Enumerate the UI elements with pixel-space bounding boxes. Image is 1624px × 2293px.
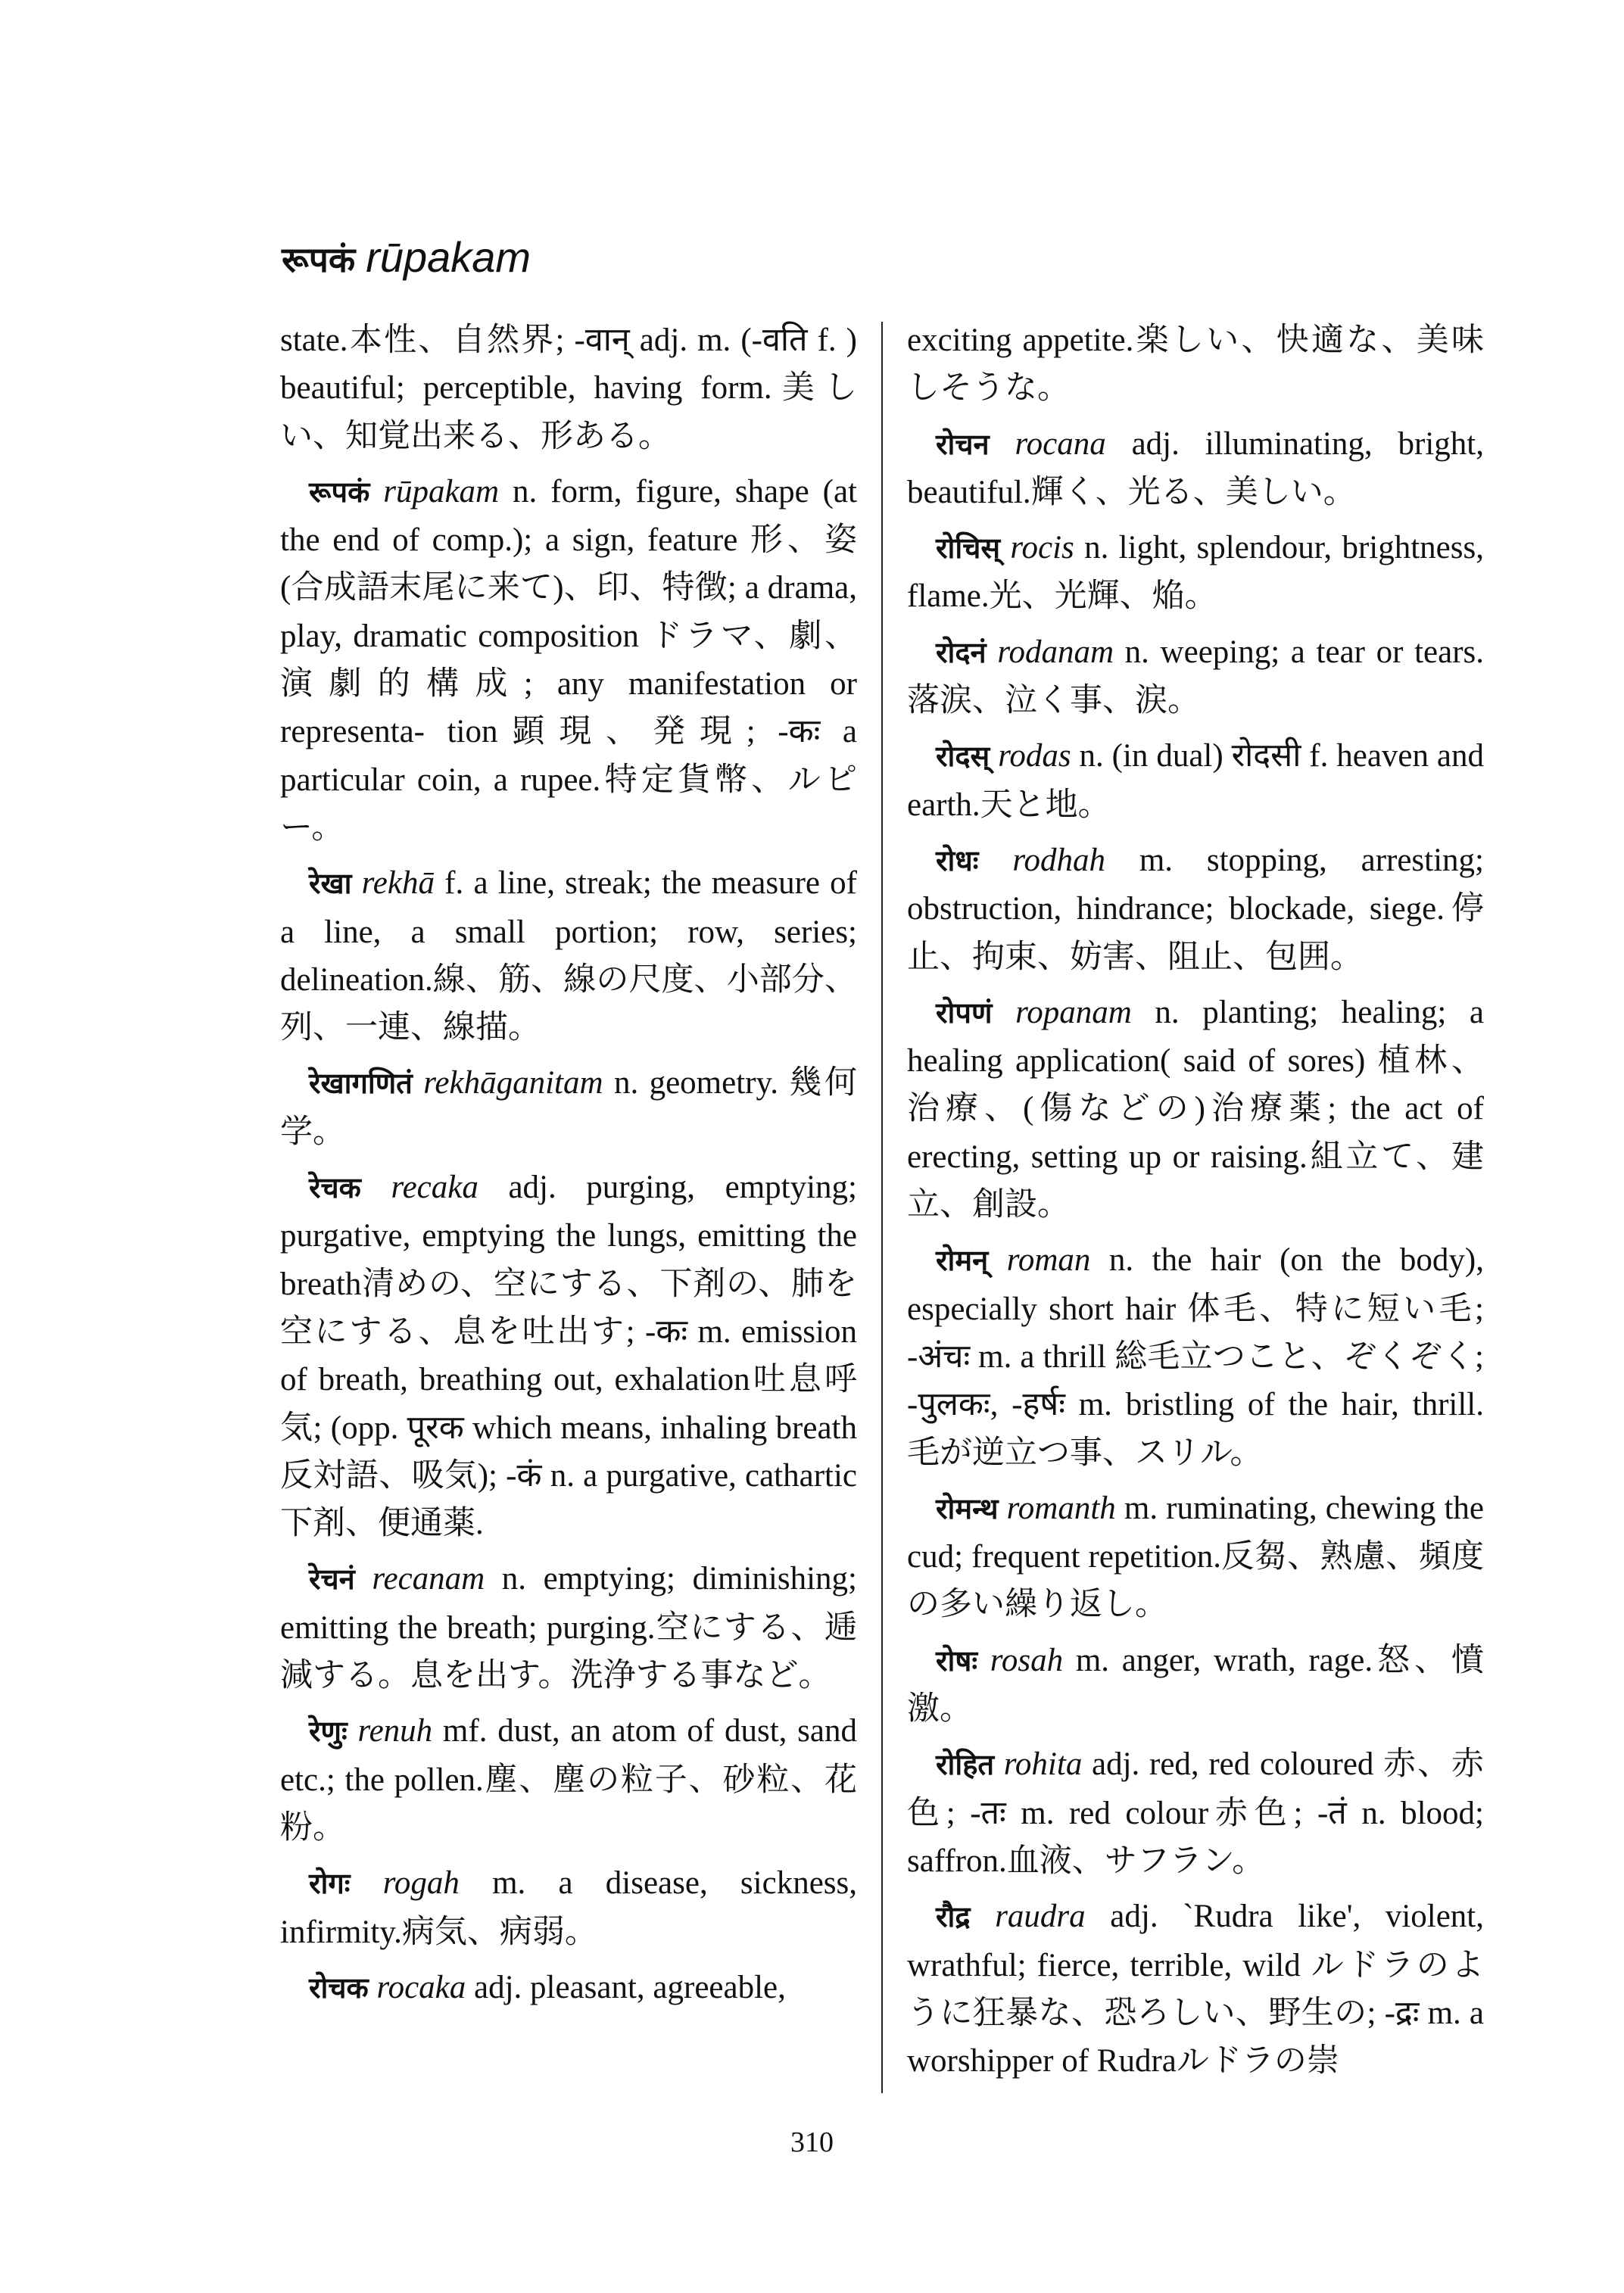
dictionary-entry xyxy=(907,837,1484,981)
entry-definition: adj. `Rudra like', violent, wrathful; fierce, terrible, wild ルドラのように狂暴な、恐ろしい、野生の; -द्रः m. a worshipper of Rudraルドラの崇 xyxy=(907,1899,1484,2080)
entry-definition: adj. pleasant, agreeable, xyxy=(466,1969,786,2005)
running-head xyxy=(282,233,531,281)
entry-definition: n. light, splendour, brightness, flame.光、光輝、焔。 xyxy=(907,530,1484,615)
dictionary-entry xyxy=(280,316,857,460)
entry-definition: m. stopping, arresting; obstruction, hindrance; blockade, siege.停止、拘束、妨害、阻止、包囲。 xyxy=(907,842,1485,975)
entry-definition: mf. dust, an atom of dust, sand etc.; the pollen.塵、塵の粒子、砂粒、花粉。 xyxy=(280,1713,857,1846)
entry-headword: रोपणं xyxy=(936,995,993,1030)
entry-headword: रोदनं xyxy=(936,635,987,669)
dictionary-entry xyxy=(907,732,1484,829)
entry-definition: m. anger, wrath, rage.怒、憤激。 xyxy=(907,1642,1484,1728)
dictionary-entry xyxy=(907,1893,1484,2085)
entry-headword: रोचिस् xyxy=(936,531,1001,565)
entry-transliteration: rosah xyxy=(990,1642,1064,1678)
entry-headword: रेचक xyxy=(309,1171,361,1205)
dictionary-entry xyxy=(280,1059,857,1156)
entry-transliteration: renuh xyxy=(357,1713,433,1749)
entry-transliteration: roman xyxy=(1006,1242,1091,1279)
dictionary-entry xyxy=(280,1555,857,1699)
entry-transliteration: recaka xyxy=(391,1170,478,1206)
dictionary-entry xyxy=(280,1859,857,1956)
entry-definition: n. (in dual) रोदसी f. heaven and earth.天と地。 xyxy=(907,738,1485,823)
entry-headword: रेखा xyxy=(309,867,352,901)
entry-definition: m. a disease, sickness, infirmity.病気、病弱。 xyxy=(280,1865,858,1950)
running-head-devanagari: रूपकं xyxy=(282,239,356,280)
entry-transliteration: rūpakam xyxy=(383,473,500,509)
entry-definition: adj. purging, emptying; purgative, emptying the lungs, emitting the breath清めの、空にする、下剤の、肺を空にする、息を吐出す; -कः m. emission of breath, breathing out, exhalation吐息呼気; (opp. पूरक which means, inhaling breath 反対語、吸気); -कं n. a purgative, cathartic下剤、便通薬. xyxy=(280,1170,857,1542)
entry-transliteration: raudra xyxy=(995,1899,1086,1935)
dictionary-entry xyxy=(280,1707,857,1852)
dictionary-entry xyxy=(907,628,1484,725)
dictionary-entry xyxy=(280,468,857,852)
page-number: 310 xyxy=(790,2126,834,2158)
right-column xyxy=(907,316,1484,2092)
dictionary-entry xyxy=(907,316,1484,413)
entry-headword: रोदस् xyxy=(936,740,990,774)
dictionary-entry xyxy=(907,989,1484,1229)
entry-definition: n. geometry. 幾何学。 xyxy=(280,1065,858,1150)
entry-transliteration: rohita xyxy=(1003,1746,1083,1783)
entry-headword: रोमन्थ xyxy=(936,1491,999,1525)
entry-definition: n. emptying; diminishing; emitting the breath; purging.空にする、逓減する。息を出す。洗浄する事など。 xyxy=(280,1561,857,1694)
entry-definition: n. weeping; a tear or tears.落涙、泣く事、涙。 xyxy=(907,634,1485,719)
entry-headword: रोमन् xyxy=(936,1244,989,1278)
entry-definition: adj. red, red coloured 赤、赤色; -तः m. red colour赤色; -तं n. blood; saffron.血液、サフラン。 xyxy=(907,1746,1485,1879)
dictionary-entry xyxy=(907,1485,1484,1629)
dictionary-entry xyxy=(907,1236,1484,1476)
entry-transliteration: rodhah xyxy=(1012,842,1105,878)
entry-headword: रोषः xyxy=(936,1643,978,1678)
entry-headword: रोधः xyxy=(936,843,979,877)
entry-definition: exciting appetite.楽しい、快適な、美味しそうな。 xyxy=(907,322,1484,407)
entry-transliteration: rocis xyxy=(1010,530,1074,566)
entry-transliteration: rogah xyxy=(382,1865,460,1902)
dictionary-entry xyxy=(907,420,1484,517)
dictionary-entry xyxy=(280,1164,857,1547)
entry-headword: रोहित xyxy=(936,1748,995,1782)
entry-headword: रेणुः xyxy=(309,1715,348,1749)
dictionary-entry xyxy=(280,1964,857,2012)
dictionary-entry xyxy=(280,859,857,1051)
entry-transliteration: romanth xyxy=(1006,1490,1116,1526)
entry-transliteration: rodanam xyxy=(997,634,1114,670)
entry-headword: रेखागणितं xyxy=(309,1067,413,1101)
entry-transliteration: recanam xyxy=(372,1561,485,1597)
entry-headword: रोगः xyxy=(309,1867,351,1901)
left-column xyxy=(280,316,857,2020)
entry-headword: रौद्र xyxy=(936,1900,971,1934)
entry-definition: m. ruminating, chewing the cud; frequent repetition.反芻、熟慮、頻度の多い繰り返し。 xyxy=(907,1490,1484,1623)
entry-transliteration: ropanam xyxy=(1015,994,1132,1030)
entry-definition: state.本性、自然界; -वान् adj. m. (-वति f. ) beautiful; perceptible, having form.美しい、知覚出来る、形ある。 xyxy=(280,322,857,454)
entry-transliteration: rekhāganitam xyxy=(423,1065,603,1101)
running-head-romanized: rūpakam xyxy=(366,233,531,281)
entry-transliteration: rocaka xyxy=(376,1969,466,2005)
entry-headword: रोचक xyxy=(309,1971,369,2005)
entry-transliteration: rocana xyxy=(1015,425,1106,462)
column-divider xyxy=(881,322,883,2093)
dictionary-entry xyxy=(907,1740,1484,1885)
entry-transliteration: rodas xyxy=(998,738,1071,774)
entry-headword: रेचनं xyxy=(309,1562,355,1597)
entry-definition: n. planting; healing; a healing application( said of sores) 植林、治療、(傷などの)治療薬; the act of erecting, setting up or raising.組立て、建立、創設。 xyxy=(907,994,1484,1223)
entry-headword: रोचन xyxy=(936,427,990,461)
entry-definition: n. form, figure, shape (at the end of comp.); a sign, feature 形、姿(合成語末尾に来て)、印、特徴; a drama, play, dramatic composition ドラマ、劇、演劇的構成; any manifestation or representa- tion顕現、発現; -कः a particular coin, a rupee.特定貨幣、ルピー。 xyxy=(280,473,858,846)
entry-definition: n. the hair (on the body), especially short hair 体毛、特に短い毛; -अंचः m. a thrill 総毛立つこと、ぞくぞく; -पुलकः, -हर्षः m. bristling of the hair, thrill. 毛が逆立つ事、スリル。 xyxy=(907,1242,1485,1471)
dictionary-entry xyxy=(907,524,1484,621)
entry-headword: रूपकं xyxy=(309,475,370,509)
entry-definition: adj. illuminating, bright, beautiful.輝く、光る、美しい。 xyxy=(907,425,1484,510)
entry-transliteration: rekhā xyxy=(361,865,435,902)
entry-definition: f. a line, streak; the measure of a line, a small portion; row, series; delineation.線、筋、線の尺度、小部分、列、一連、線描。 xyxy=(280,865,858,1046)
dictionary-entry xyxy=(907,1637,1484,1734)
